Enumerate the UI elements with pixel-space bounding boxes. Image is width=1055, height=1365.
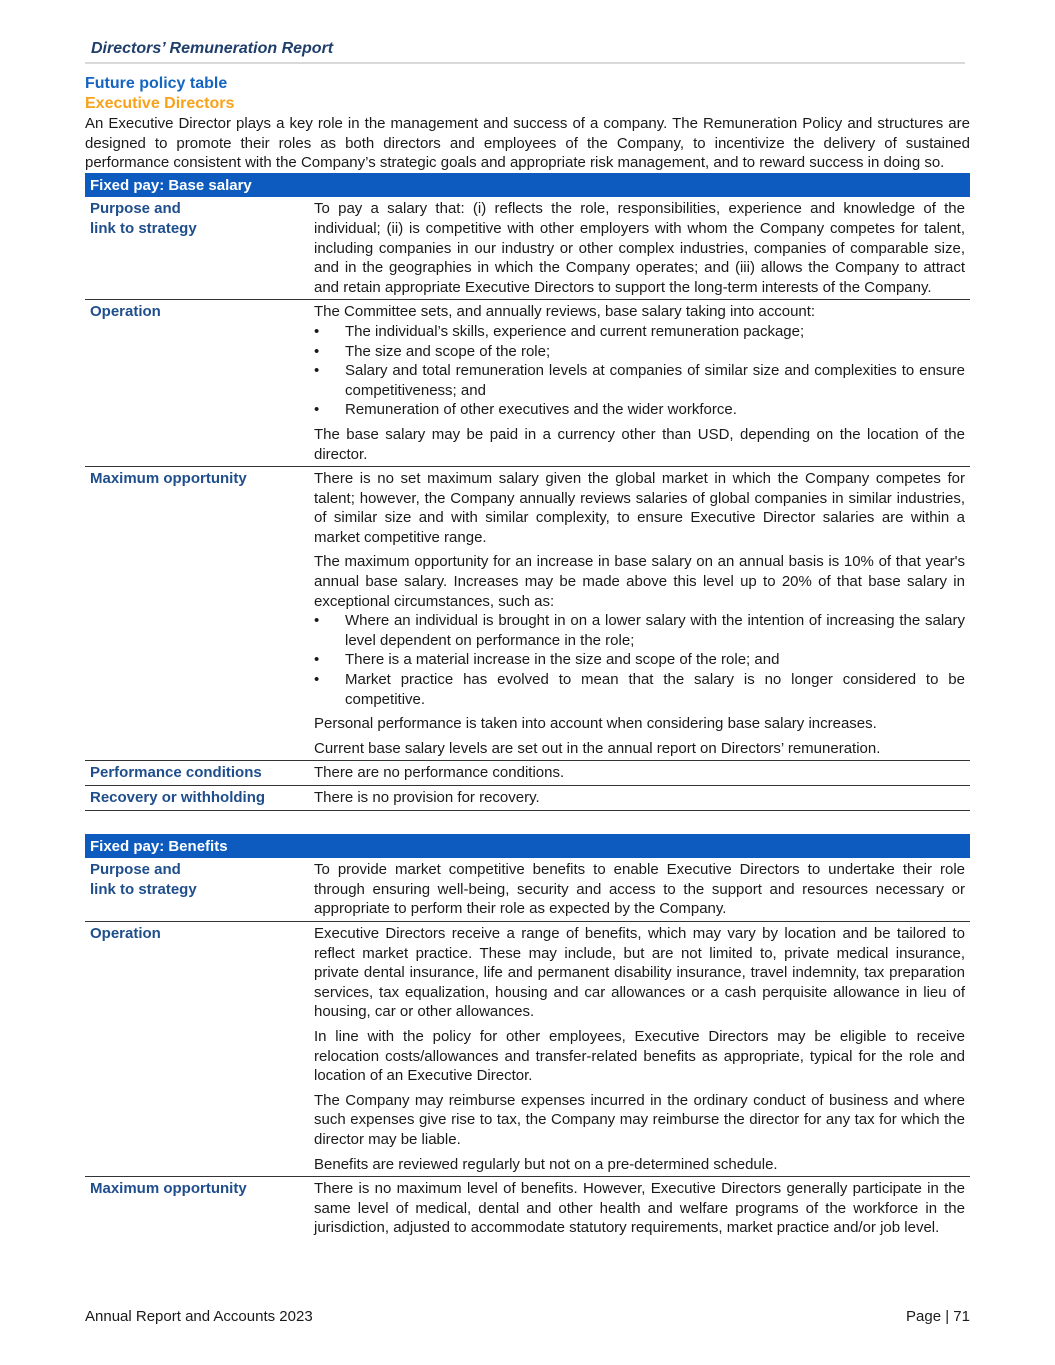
table-row: [85, 300, 970, 467]
paragraph: In line with the policy for other employees, Executive Directors may be eligible to receive relocation costs/allowances and transfer-related benefits as appropriate, typical for the role and location of an Executive Director.: [314, 1027, 965, 1085]
paragraph: Personal performance is taken into account when considering base salary increases.: [314, 715, 877, 733]
paragraph: The maximum opportunity for an increase in base salary on an annual basis is 10% of that year's annual base salary. Increases may be made above this level up to 20% of that base salary in exceptional circumstances, such as:: [314, 553, 965, 610]
row-text: There are no performance conditions.: [309, 761, 970, 786]
operation-intro: The Committee sets, and annually reviews, base salary taking into account:: [314, 303, 816, 321]
paragraph: Executive Directors receive a range of benefits, which may vary by location and be tailored to reflect market practice. These may include, but are not limited to, private medical insurance, private dental insurance, life and permanent disability insurance, travel indemnity, tax preparation services, tax equalization, housing and car allowances or a cash perquisite allowance in lieu of housing, car or other allowances.: [314, 924, 965, 1021]
paragraph: Benefits are reviewed regularly but not on a pre-determined schedule.: [314, 1155, 778, 1173]
base-salary-table: [85, 173, 970, 811]
table-row: [85, 467, 970, 761]
report-title: Directors’ Remuneration Report: [91, 40, 334, 57]
row-label: Purpose and link to strategy: [85, 197, 309, 299]
table-row: [85, 921, 970, 1176]
table-row: [85, 858, 970, 921]
list-item: • The individual’s skills, experience and current remuneration package;: [314, 322, 965, 342]
row-label: Maximum opportunity: [85, 467, 309, 761]
benefits-table: [85, 834, 970, 1240]
list-item: • Remuneration of other executives and the wider workforce.: [314, 400, 965, 420]
page-number: Page | 71: [906, 1308, 970, 1325]
row-label: Recovery or withholding: [85, 786, 309, 811]
table-spacer: [85, 811, 970, 834]
benefits-heading: Fixed pay: Benefits: [85, 834, 970, 859]
page-header: [85, 40, 965, 64]
row-label: Purpose and link to strategy: [85, 858, 309, 921]
intro-paragraph: An Executive Director plays a key role in the management and success of a company. The Remuneration Policy and structures are designed to promote their roles as both directors and employees of the Company, to incentivize the delivery of sustained performance consistent with the Company’s strategic goals and appropriate risk management, and to reward success in doing so.: [85, 115, 970, 172]
row-label: Performance conditions: [85, 761, 309, 786]
row-label: Operation: [85, 300, 309, 467]
table-row: [85, 1177, 970, 1240]
list-item: • Salary and total remuneration levels at companies of similar size and complexities to ensure competitiveness; and: [314, 361, 965, 400]
table-row: [85, 786, 970, 811]
row-label: Operation: [85, 921, 309, 1176]
operation-cell: [309, 300, 970, 467]
list-item: • Market practice has evolved to mean that the salary is no longer considered to be competitive.: [314, 670, 965, 709]
paragraph: There is no set maximum salary given the global market in which the Company competes for talent; however, the Company annually reviews salaries of global companies in similar industries, of similar size and with similar complexity, to ensure Executive Director salaries are within a market competitive range.: [314, 470, 965, 546]
base-salary-heading: Fixed pay: Base salary: [85, 173, 970, 198]
operation-note: The base salary may be paid in a currency other than USD, depending on the location of the director.: [314, 425, 965, 463]
row-label: Maximum opportunity: [90, 1180, 247, 1198]
list-item: • Where an individual is brought in on a lower salary with the intention of increasing the salary level dependent on performance in the role;: [314, 611, 965, 650]
footer-report-name: Annual Report and Accounts 2023: [85, 1308, 313, 1325]
list-item: • There is a material increase in the size and scope of the role; and: [314, 650, 965, 670]
maximum-cell: [309, 467, 970, 761]
paragraph: The Company may reimburse expenses incurred in the ordinary conduct of business and where such expenses give rise to tax, the Company may reimburse the director for any tax for which the director may be liable.: [314, 1091, 965, 1148]
row-text: To pay a salary that: (i) reflects the role, responsibilities, experience and knowledge of the individual; (ii) is competitive with other employers with whom the Company competes for talent, including companies in our industry or other complex industries, companies of comparable size, and in the geographies in which the Company operates; and (iii) allows the Company to attract and retain appropriate Executive Directors to support the long-term interests of the Company.: [309, 197, 970, 299]
row-text: There is no maximum level of benefits. However, Executive Directors generally participate in the same level of medical, dental and other health and welfare programs of the workforce in the jurisdiction, adjusted to accommodate statutory requirements, market practice and/or job level.: [314, 1180, 965, 1237]
table-row: [85, 197, 970, 299]
section-subtitle: Executive Directors: [85, 95, 235, 112]
benefits-operation-cell: [309, 921, 970, 1176]
table-row: [85, 761, 970, 786]
main-content: [85, 74, 970, 1240]
list-item: • The size and scope of the role;: [314, 342, 965, 362]
section-title: Future policy table: [85, 75, 228, 92]
maximum-list: [314, 611, 965, 709]
operation-list: [314, 322, 965, 420]
row-text: To provide market competitive benefits to enable Executive Directors to undertake their role through ensuring well-being, security and access to the support and resources necessary or appropriate to perform their role as expected by the Company.: [309, 858, 970, 921]
row-text: There is no provision for recovery.: [309, 786, 970, 811]
paragraph: Current base salary levels are set out in the annual report on Directors’ remuneration.: [314, 739, 881, 757]
